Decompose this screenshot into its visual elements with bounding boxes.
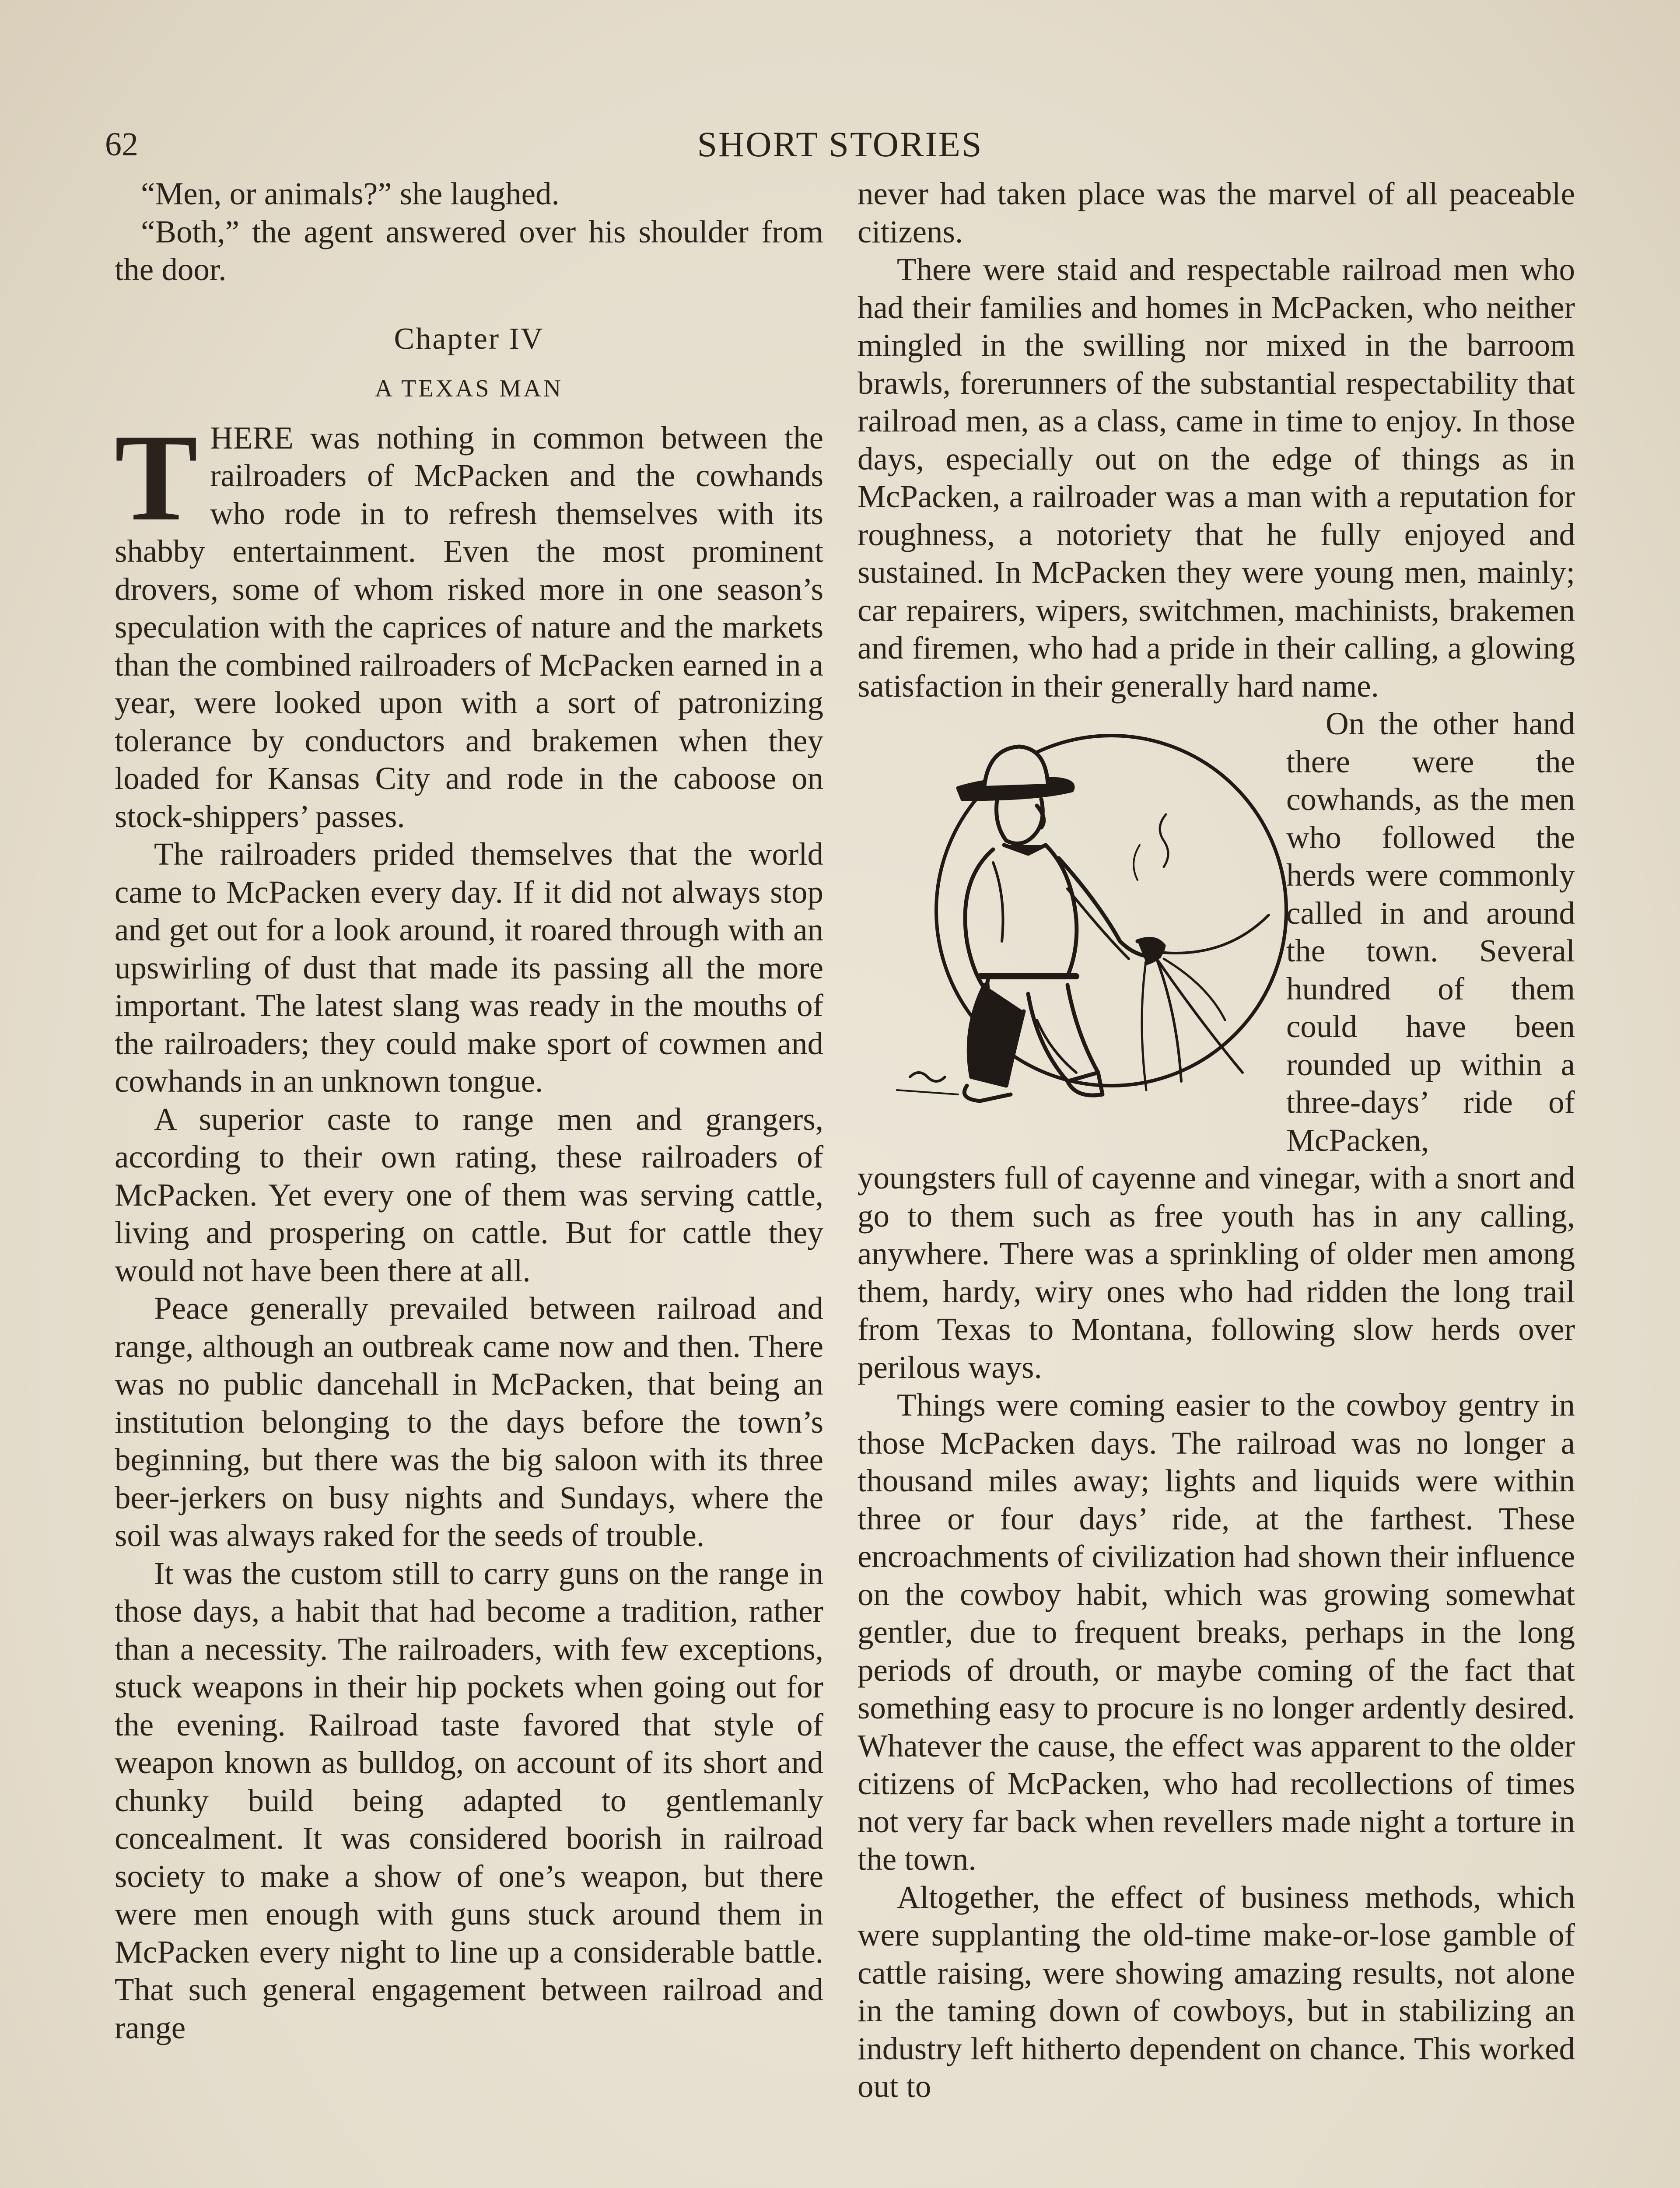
illustrated-paragraph bbox=[858, 705, 1575, 1386]
continued-paragraph: never had taken place was the marvel of all peaceable citizens. bbox=[858, 176, 1575, 249]
paragraph: The railroaders prided themselves that the world came to McPacken every day. If it did not always stop and get out for a look around, it roared through with an upswirling of dust that made its passing all the more important. The latest slang was ready in the mouths of the railroaders; they could make sport of cowmen and cowhands in an unknown tongue. bbox=[115, 836, 823, 1099]
paragraph: Things were coming easier to the cowboy gentry in those McPacken days. The railroad was no longer a thousand miles away; lights and liquids were within three or four days’ ride, at the farthest. These encroachments of civilization had shown their influence on the cowboy habit, which was growing somewhat gentler, due to frequent breaks, perhaps in the long periods of drouth, or maybe coming of the fact that something easy to procure is no longer ardently desired. Whatever the cause, the effect was apparent to the older citizens of McPacken, who had recollections of times not very far back when revellers made night a torture in the town. bbox=[858, 1387, 1575, 1877]
page-header bbox=[0, 120, 1680, 168]
paragraph: A superior caste to range men and grangers, according to their own rating, these railroaders of McPacken. Yet every one of them was serving cattle, living and prospering on cattle. But for cattle they would not have been there at all. bbox=[115, 1101, 823, 1288]
drop-cap: T bbox=[115, 408, 198, 547]
first-paragraph-text: HERE was nothing in common between the railroaders of McPacken and the cowhands who rode in to refresh themselves with its shabby entertainment. Even the most prominent drovers, some of whom risked more in one season’s speculation with the caprices of nature and the markets than the combined railroaders of McPacken earned in a year, were looked upon with a sort of patronizing tolerance by conductors and brakemen when they loaded for Kansas City and rode in the caboose on stock-shippers’ passes. bbox=[115, 420, 823, 834]
paragraph: Peace generally prevailed between railroad and range, although an outbreak came now and then. There was no public dancehall in McPacken, that being an institution belonging to the days before the town’s beginning, but there was the big saloon with its three beer-jerkers on busy nights and Sundays, where the soil was always raked for the seeds of trouble. bbox=[115, 1290, 823, 1553]
cowboy-illustration bbox=[853, 714, 1273, 1121]
illustrated-paragraph-text: On the other hand there were the cowhands, as the men who followed the herds were commonly called in and around the town. Several hundred of them could have been rounded up within a three-days’ ride of McPacken, youngsters full of cayenne and vinegar, with a snort and go to them such as free youth has in any calling, anywhere. There was a sprinkling of older men among them, hardy, wiry ones who had ridden the long trail from Texas to Montana, following slow herds over perilous ways. bbox=[858, 706, 1575, 1385]
left-column bbox=[115, 175, 823, 2047]
chapter-first-paragraph bbox=[115, 408, 823, 836]
paragraph: Altogether, the effect of business methods, which were supplanting the old-time make-or-lose gamble of cattle raising, were showing amazing results, not alone in the taming down of cowboys, but in stabilizing an industry left hitherto dependent on chance. This worked out to bbox=[858, 1879, 1575, 2104]
chapter-heading: Chapter IV bbox=[394, 322, 544, 356]
paragraph: There were staid and respectable railroad men who had their families and homes in McPacken, who neither mingled in the swilling nor mixed in the barroom brawls, forerunners of the substantial respectability that railroad men, as a class, came in time to enjoy. In those days, especially out on the edge of things as in McPacken, a railroader was a man with a reputation for roughness, a notoriety that he fully enjoyed and sustained. In McPacken they were young men, mainly; car repairers, wipers, switchmen, machinists, brakemen and firemen, who had a pride in their calling, a glowing satisfaction in their generally hard name. bbox=[858, 252, 1575, 704]
paragraph: It was the custom still to carry guns on the range in those days, a habit that had become a tradition, rather than a necessity. The railroaders, with few exceptions, stuck weapons in their hip pockets when going out for the evening. Railroad taste favored that style of weapon known as bulldog, on account of its short and chunky build being adapted to gentlemanly concealment. It was considered boorish in railroad society to make a show of one’s weapon, but there were men enough with guns stuck around them in McPacken every night to line up a considerable battle. That such general engagement between railroad and range bbox=[115, 1555, 823, 2045]
dialogue-line-2: “Both,” the agent answered over his shoulder from the door. bbox=[115, 214, 823, 287]
dialogue-line-1: “Men, or animals?” she laughed. bbox=[141, 176, 560, 211]
page-number: 62 bbox=[105, 126, 138, 163]
right-column bbox=[858, 175, 1575, 2106]
chapter-subtitle: A TEXAS MAN bbox=[374, 375, 564, 402]
running-head: SHORT STORIES bbox=[697, 124, 983, 164]
